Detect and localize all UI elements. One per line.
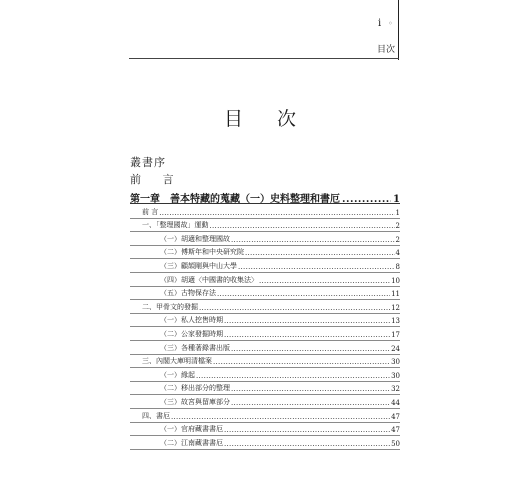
entry-page-number: 10 [391, 276, 400, 285]
toc-subsection-entry[interactable] [130, 287, 400, 301]
leader-dots [231, 399, 390, 407]
front-matter-series-preface[interactable]: 叢書序 [130, 156, 166, 169]
page-edge-bar [398, 0, 399, 60]
toc-section-entry[interactable] [130, 409, 400, 423]
entry-page-number: 13 [391, 317, 400, 326]
entry-page-number: 44 [391, 398, 400, 407]
entry-title: （一）官府藏書書厄 [160, 425, 223, 434]
toc-subsection-entry[interactable] [130, 259, 400, 273]
entry-title: （三）顧頡剛與中山大學 [160, 261, 237, 270]
entry-title: （一）胡適和整理國故 [160, 234, 230, 243]
entry-page-number: 2 [395, 235, 400, 244]
leader-dots [217, 290, 390, 298]
page-folio: i [378, 18, 382, 29]
leader-dots [259, 277, 390, 285]
entry-page-number: 50 [391, 439, 400, 448]
toc-section-entry[interactable] [130, 219, 400, 233]
entry-title: （二）傅斯年和中央研究院 [160, 248, 244, 257]
page-header [0, 0, 520, 60]
toc-subsection-entry[interactable] [130, 423, 400, 437]
entry-page-number: 47 [391, 412, 400, 421]
entry-page-number: 30 [391, 371, 400, 380]
entry-page-number: 47 [391, 426, 400, 435]
toc-subsection-entry[interactable] [130, 436, 400, 450]
entry-page-number: 12 [391, 303, 400, 312]
entry-title: （三）各種著錄書出版 [160, 343, 230, 352]
toc-section-entry[interactable] [130, 355, 400, 369]
chapter-rule [130, 203, 400, 204]
front-matter-preface[interactable]: 前 言 [130, 173, 183, 186]
entry-title: （二）江南藏書書厄 [160, 438, 223, 447]
toc-title: 目 次 [223, 108, 311, 130]
leader-dots [196, 372, 390, 380]
entry-page-number: 17 [391, 330, 400, 339]
toc-subsection-entry[interactable] [130, 232, 400, 246]
leader-dots [210, 222, 395, 230]
entry-title: （二）公家發掘時期 [160, 329, 223, 338]
entry-title: 二、甲骨文的發掘 [142, 302, 198, 311]
entry-page-number: 24 [391, 344, 400, 353]
entry-title: （四）胡適〈中國書的收集法〉 [160, 275, 258, 284]
toc-subsection-entry[interactable] [130, 246, 400, 260]
header-rule [129, 58, 399, 59]
entry-page-number: 8 [395, 262, 400, 271]
entry-page-number: 2 [395, 222, 400, 231]
bookmark-icon: ◦ [388, 19, 393, 28]
entry-title: 三、內閣大庫明清檔案 [142, 357, 212, 366]
leader-dots [171, 413, 390, 421]
chapter-page: 1 [393, 194, 400, 205]
leader-dots [224, 440, 390, 448]
leader-dots [245, 249, 395, 257]
entry-title: （二）移出部分的整理 [160, 384, 230, 393]
entry-title: （五）古物保存法 [160, 289, 216, 298]
entry-page-number: 4 [395, 249, 400, 258]
running-head: 目次 [377, 45, 396, 55]
toc-subsection-entry[interactable] [130, 368, 400, 382]
chapter-title: 善本特藏的蒐藏（一）史料整理和書厄 [170, 194, 340, 205]
entry-title: 前 言 [142, 207, 159, 216]
entry-page-number: 11 [391, 290, 400, 299]
leader-dots [224, 331, 390, 339]
leader-dots [231, 345, 390, 353]
leader-dots [199, 304, 390, 312]
leader-dots [213, 358, 390, 366]
entry-page-number: 32 [391, 385, 400, 394]
toc-subsection-entry[interactable] [130, 382, 400, 396]
leader-dots [231, 236, 395, 244]
toc-section-entry[interactable] [130, 205, 400, 219]
leader-dots [159, 209, 394, 217]
toc-section-entry[interactable] [130, 300, 400, 314]
chapter-label: 第一章 [130, 194, 160, 205]
toc-entry-list [130, 205, 400, 450]
entry-title: （三）故宮與留庫部分 [160, 397, 230, 406]
entry-title: 四、書厄 [142, 411, 170, 420]
leader-dots [231, 385, 390, 393]
toc-subsection-entry[interactable] [130, 395, 400, 409]
toc-subsection-entry[interactable] [130, 327, 400, 341]
toc-subsection-entry[interactable] [130, 273, 400, 287]
leader-dots [238, 263, 395, 271]
toc-subsection-entry[interactable] [130, 341, 400, 355]
entry-page-number: 30 [391, 358, 400, 367]
entry-page-number: 1 [395, 208, 400, 217]
leader-dots [224, 317, 390, 325]
entry-title: （一）緣起 [160, 370, 195, 379]
leader-dots [224, 426, 390, 434]
toc-subsection-entry[interactable] [130, 314, 400, 328]
entry-title: 一、「整理國故」運動 [142, 221, 209, 230]
entry-title: （一）私人挖售時期 [160, 316, 223, 325]
